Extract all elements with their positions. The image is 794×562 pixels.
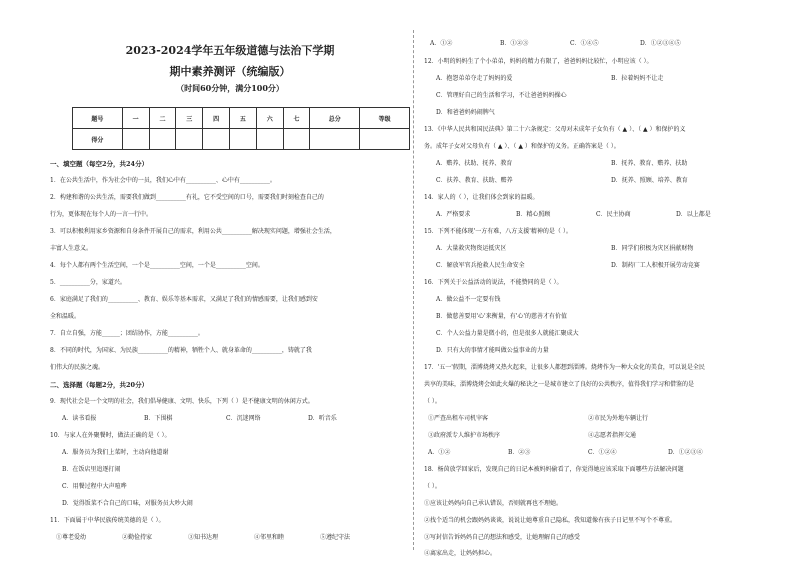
option: A．抱怨弟弟夺走了妈妈的爱 [436, 75, 513, 82]
section-heading-choice: 二、选择题（每题2分，共20分） [50, 381, 149, 389]
score-table-cell: 四 [203, 108, 230, 129]
option: C．管理好自己的生活和学习，不让爸爸妈妈操心 [436, 92, 567, 99]
option-row [428, 449, 748, 457]
option-row [436, 75, 751, 83]
score-input-cell [283, 129, 310, 150]
score-table-cell: 等级 [360, 108, 410, 129]
option: C．民主协商 [596, 211, 631, 218]
option: D．抚养、照顾、培养、教育 [611, 177, 688, 184]
question-text: （ ）。 [424, 398, 441, 405]
question-text: 5．__________分，家道兴。 [50, 279, 126, 286]
option: D．只有大的事情才能叫做公益事业的力量 [436, 347, 549, 354]
option: ④离家出走，让妈妈担心。 [424, 550, 497, 557]
option: C．扶养、教育、扶助、赡养 [436, 177, 513, 184]
score-input-cell [256, 129, 283, 150]
right-column [424, 0, 779, 562]
question-text: （ ）。 [424, 483, 441, 490]
question-text: 15．下列不能体现'一方有难，八方支援'精神的是（ ）。 [424, 228, 572, 235]
score-table-cell: 七 [283, 108, 310, 129]
column-divider [413, 30, 414, 550]
score-table-cell: 二 [149, 108, 176, 129]
score-table-cell: 一 [122, 108, 149, 129]
option: ②市民为外地车辆让行 [588, 415, 649, 422]
option: A．①② [428, 449, 451, 456]
option: B．②③ [508, 449, 531, 456]
option: A．严格要求 [436, 211, 471, 218]
option: A．①② [430, 40, 453, 47]
option: A．做公益不一定要有钱 [436, 296, 501, 303]
option: ①严查出租车司机宰客 [428, 415, 489, 422]
option: D．制药厂工人积极开展劳动竞赛 [611, 262, 700, 269]
option: A．赡养、扶助、抚养、教育 [436, 160, 513, 167]
score-input-cell [176, 129, 203, 150]
option: C．解放军官兵抢救人民生命安全 [436, 262, 525, 269]
option-row [436, 262, 761, 270]
question-text: 们伟大的民族之魂。 [50, 364, 105, 371]
option: D．觉得饭菜不合自己的口味，对服务员大吵大闹 [62, 500, 193, 507]
option: B．拉着妈妈不让走 [611, 75, 664, 82]
option: B．抚养、教育、赡养、扶助 [611, 160, 688, 167]
option: C．①④⑤ [570, 40, 599, 47]
option: B．在饭店里追逐打闹 [62, 466, 121, 473]
question-text: 全和温暖。 [50, 313, 81, 320]
option-row [428, 415, 738, 423]
score-table-score-row [73, 129, 410, 150]
score-table-row-label: 得分 [73, 129, 123, 150]
exam-subtitle: 期中素养测评（统编版） [169, 65, 291, 78]
option-row [436, 245, 761, 253]
option: B．同学们积极为灾区捐献财物 [611, 245, 694, 252]
question-text: 9．现代社会是一个文明的社会，我们倡导健康、文明、快乐，下列（ ）是不健康文明的休闲方式。 [50, 398, 314, 405]
option: ④邻里和睦 [254, 534, 285, 541]
option: C．个人公益力量是微小的，但是很多人就能汇聚成大 [436, 330, 579, 337]
option: ③政府派专人维护市场秩序 [428, 432, 501, 439]
question-text: 务。成年子女对父母负有（ ▲ ）、（ ▲ ）和保护的义务。正确答案是（ ）。 [424, 143, 620, 150]
question-text: 12．小明的妈妈生了个小弟弟，妈妈的精力有限了，爸爸妈妈比较忙，小明应该（ ）。 [424, 58, 653, 65]
option: B．①②③ [500, 40, 529, 47]
score-input-cell [230, 129, 257, 150]
option: ③知书达理 [188, 534, 219, 541]
question-text: 17．'五一'假期，淄博烧烤又热火起来，让很多人都想到淄博。烧烤作为一种大众化的美食，可以说是全民 [424, 364, 705, 371]
option: A．大量救灾物资运抵灾区 [436, 245, 507, 252]
left-column [50, 0, 410, 562]
score-input-cell [360, 129, 410, 150]
option: ①尊老爱幼 [56, 534, 87, 541]
question-text: 10．与家人在外聚餐时，做法正确的是（ ）。 [50, 432, 171, 439]
question-text: 行为，更体现在每个人的一言一行中。 [50, 211, 153, 218]
option: ⑤遵纪守法 [320, 534, 351, 541]
score-table-cell: 三 [176, 108, 203, 129]
question-text: 18．杨茵放学回家后，发现自己的日记本被妈妈偷看了，你觉得她应该采取下面哪些方法解决问题 [424, 466, 684, 473]
score-input-cell [149, 129, 176, 150]
option-row [436, 177, 751, 185]
option-row [430, 40, 710, 48]
option: ②找个适当的机会跟妈妈谈谈，说说让她尊重自己隐私，我知道像有孩子日记里不写个不尊重。 [424, 517, 677, 524]
option: B．精心照顾 [516, 211, 551, 218]
option: ③写封信告诉妈妈自己的想法和感受，让她理解自己的感受 [424, 534, 581, 541]
question-text: 16．下列关于公益活动的说法，不能赞同的是（ ）。 [424, 279, 563, 286]
exam-title: 2023-2024学年五年级道德与法治下学期 [125, 44, 335, 57]
option: C．用餐过程中大声喧哗 [62, 483, 127, 490]
score-table-cell: 总分 [310, 108, 360, 129]
question-text: 丰富人生意义。 [50, 245, 93, 252]
score-table-cell: 五 [230, 108, 257, 129]
score-input-cell [122, 129, 149, 150]
question-text: 2．构建和谐的公共生活，需要我们做到__________有礼，它不受空间的口号，需要我们时刻检查自己的 [50, 194, 324, 201]
section-heading-fill-blank: 一、填空题（每空2分，共24分） [50, 160, 149, 168]
option-row [56, 534, 386, 542]
score-table-cell: 题号 [73, 108, 123, 129]
question-text: 8．不同的时代，为国家、为民族__________的精神，牺牲个人、就身革命的__________，铸就了我 [50, 347, 312, 354]
option: A．读书看报 [62, 415, 97, 422]
score-table-header-row [73, 108, 410, 129]
question-text: 13．《中华人民共和国民法典》第二十六条规定：父母对未成年子女负有（ ▲ ）、（ ▲ ）和保护的义 [424, 126, 686, 133]
option: B．做慈善要用'心'来衡量，有'心'的慈善才有价值 [436, 313, 568, 320]
option: B．下围棋 [144, 415, 173, 422]
question-text: 11．下面属于中华民族传统美德的是（ ）。 [50, 517, 165, 524]
option-row [436, 160, 751, 168]
option: D．①②③④⑤ [640, 40, 681, 47]
score-table [72, 107, 410, 150]
option-row [436, 211, 756, 219]
option: ①应该让妈妈向自己承认错误，否则就再也不理她。 [424, 500, 563, 507]
option: ④志愿者指挥交通 [588, 432, 637, 439]
score-input-cell [203, 129, 230, 150]
option-row [428, 432, 738, 440]
question-text: 共享的美味，淄博烧烤会如此火爆的秘诀之一是城市建立了良好的公共秩序，值得我们学习和借鉴的是 [424, 381, 695, 388]
option: C．沉迷网络 [226, 415, 261, 422]
score-table-cell: 六 [256, 108, 283, 129]
option: D．听音乐 [308, 415, 337, 422]
score-input-cell [310, 129, 360, 150]
question-text: 7．自立自强，方能______；团结协作，方能__________。 [50, 330, 204, 337]
option: D．以上都是 [676, 211, 711, 218]
option: C．①②④ [588, 449, 617, 456]
option: A．服务员为我们上菜时，主动向他道谢 [62, 449, 169, 456]
question-text: 14．家人的（ ），让我们体会到家的温暖。 [424, 194, 539, 201]
question-text: 6．家庭满足了我们的__________、教育、娱乐等基本需求，又满足了我们的情感需要，让我们感到安 [50, 296, 318, 303]
exam-time-info: （时间60分钟，满分100分） [176, 83, 284, 93]
question-text: 1．在公共生活中，作为社会中的一员，我们心中有__________、心中有__________。 [50, 177, 276, 184]
option-row [62, 415, 390, 423]
question-text: 3．可以积极利用家乡资源和自身条件开展自己的需求，利用公共__________解决现实问题，增强社会生活， [50, 228, 336, 235]
question-text: 4．每个人都有两个生活空间，一个是__________空间，一个是__________空间。 [50, 262, 264, 269]
option: D．①②③④ [668, 449, 703, 456]
option: ②勤俭持家 [122, 534, 153, 541]
option: D．和爸爸妈妈闹脾气 [436, 109, 495, 116]
